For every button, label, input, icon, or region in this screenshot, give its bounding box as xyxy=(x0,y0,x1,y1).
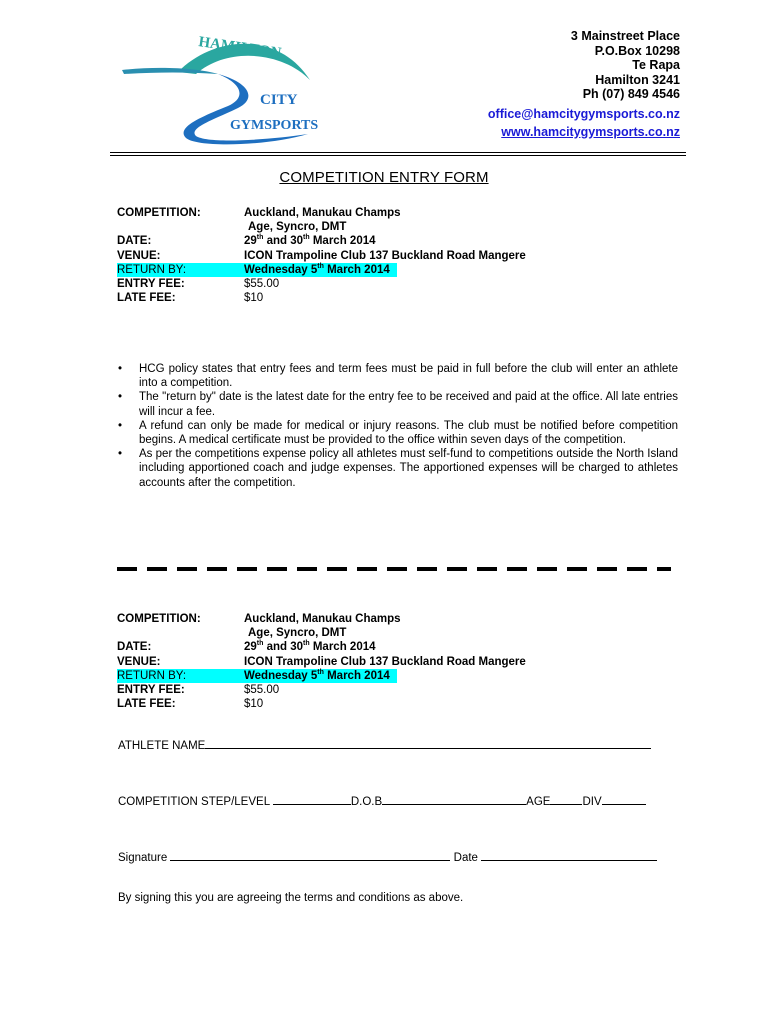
policy-item: • A refund can only be made for medical or injury reasons. The club must be notified before competition begins. A medical certificate must be provided to the office within seven days of the competition. xyxy=(118,419,678,447)
athlete-name-row xyxy=(118,738,651,752)
div-field[interactable] xyxy=(602,794,646,805)
venue-label: VENUE: xyxy=(117,249,161,262)
signature-field[interactable] xyxy=(170,850,450,861)
venue-value: ICON Trampoline Club 137 Buckland Road Mangere xyxy=(244,249,526,262)
competition-value: Auckland, Manukau Champs xyxy=(244,207,401,219)
date-label: DATE: xyxy=(117,641,152,654)
return-by-label: RETURN BY: xyxy=(117,263,187,276)
dob-label: D.O.B xyxy=(350,796,383,808)
agreement-text: By signing this you are agreeing the terms and conditions as above. xyxy=(118,892,464,904)
entry-fee-value: $55.00 xyxy=(244,277,280,290)
late-fee-label: LATE FEE: xyxy=(117,292,176,305)
policy-item: • The "return by" date is the latest date for the entry fee to be received and paid at the office. All late entries will incur a fee. xyxy=(118,390,678,418)
email-link[interactable]: office@hamcitygymsports.co.nz xyxy=(487,106,680,121)
date-value: 29th and 30th March 2014 xyxy=(244,234,376,248)
competition-value: Auckland, Manukau Champs xyxy=(244,613,401,625)
age-field[interactable] xyxy=(550,794,582,805)
signature-date-label: Date xyxy=(450,852,482,864)
entry-fee-label: ENTRY FEE: xyxy=(117,277,185,290)
age-label: AGE xyxy=(526,796,551,808)
logo-word-gymsports: GYMSPORTS xyxy=(230,118,319,133)
athlete-name-field[interactable] xyxy=(205,738,651,749)
date-label: DATE: xyxy=(117,235,152,248)
competition-label: COMPETITION: xyxy=(117,613,201,625)
competition-subtitle: Age, Syncro, DMT xyxy=(248,221,347,234)
logo-word-city: CITY xyxy=(260,92,298,108)
policy-item: • As per the competitions expense policy all athletes must self-fund to competitions outside the North Island including apportioned coach and judge expenses. The apportioned expenses will be charged to athletes accounts after the competition. xyxy=(118,447,678,490)
signature-row xyxy=(118,850,657,864)
address-line-1: 3 Mainstreet Place xyxy=(570,29,680,43)
venue-value: ICON Trampoline Club 137 Buckland Road Mangere xyxy=(244,655,526,668)
entry-fee-value: $55.00 xyxy=(244,683,280,696)
address-line-4: Hamilton 3241 xyxy=(595,72,680,87)
website-link[interactable]: www.hamcitygymsports.co.nz xyxy=(501,124,680,139)
return-by-value: Wednesday 5th March 2014 xyxy=(244,668,390,682)
policy-item: • HCG policy states that entry fees and term fees must be paid in full before the club will enter an athlete into a competition. xyxy=(118,362,678,390)
late-fee-value: $10 xyxy=(244,292,264,305)
phone-number: Ph (07) 849 4546 xyxy=(582,87,680,102)
header-divider xyxy=(110,152,686,153)
div-label: DIV xyxy=(582,796,602,808)
competition-label: COMPETITION: xyxy=(117,207,201,219)
address-line-3: Te Rapa xyxy=(632,58,680,73)
hamilton-city-gymsports-logo xyxy=(118,28,328,150)
date-value: 29th and 30th March 2014 xyxy=(244,640,376,654)
signature-date-field[interactable] xyxy=(481,850,657,861)
entry-fee-label: ENTRY FEE: xyxy=(117,683,185,696)
return-by-label: RETURN BY: xyxy=(117,669,187,682)
return-by-value: Wednesday 5th March 2014 xyxy=(244,262,390,276)
form-title: COMPETITION ENTRY FORM xyxy=(279,169,489,186)
dob-field[interactable] xyxy=(382,794,526,805)
address-block xyxy=(488,29,680,139)
athlete-name-label: ATHLETE NAME xyxy=(118,740,206,752)
venue-label: VENUE: xyxy=(117,655,161,668)
signature-label: Signature xyxy=(118,852,171,864)
policy-list xyxy=(118,362,678,490)
late-fee-value: $10 xyxy=(244,698,264,711)
logo-word-hamilton: HAMILTON xyxy=(197,34,283,62)
address-line-2: P.O.Box 10298 xyxy=(594,43,680,58)
step-level-row xyxy=(118,794,646,808)
competition-subtitle: Age, Syncro, DMT xyxy=(248,627,347,640)
cut-here-dashed-line xyxy=(117,567,671,571)
header-divider-2 xyxy=(110,155,686,156)
step-level-field[interactable] xyxy=(273,794,351,805)
late-fee-label: LATE FEE: xyxy=(117,698,176,711)
step-level-label: COMPETITION STEP/LEVEL xyxy=(118,796,273,808)
